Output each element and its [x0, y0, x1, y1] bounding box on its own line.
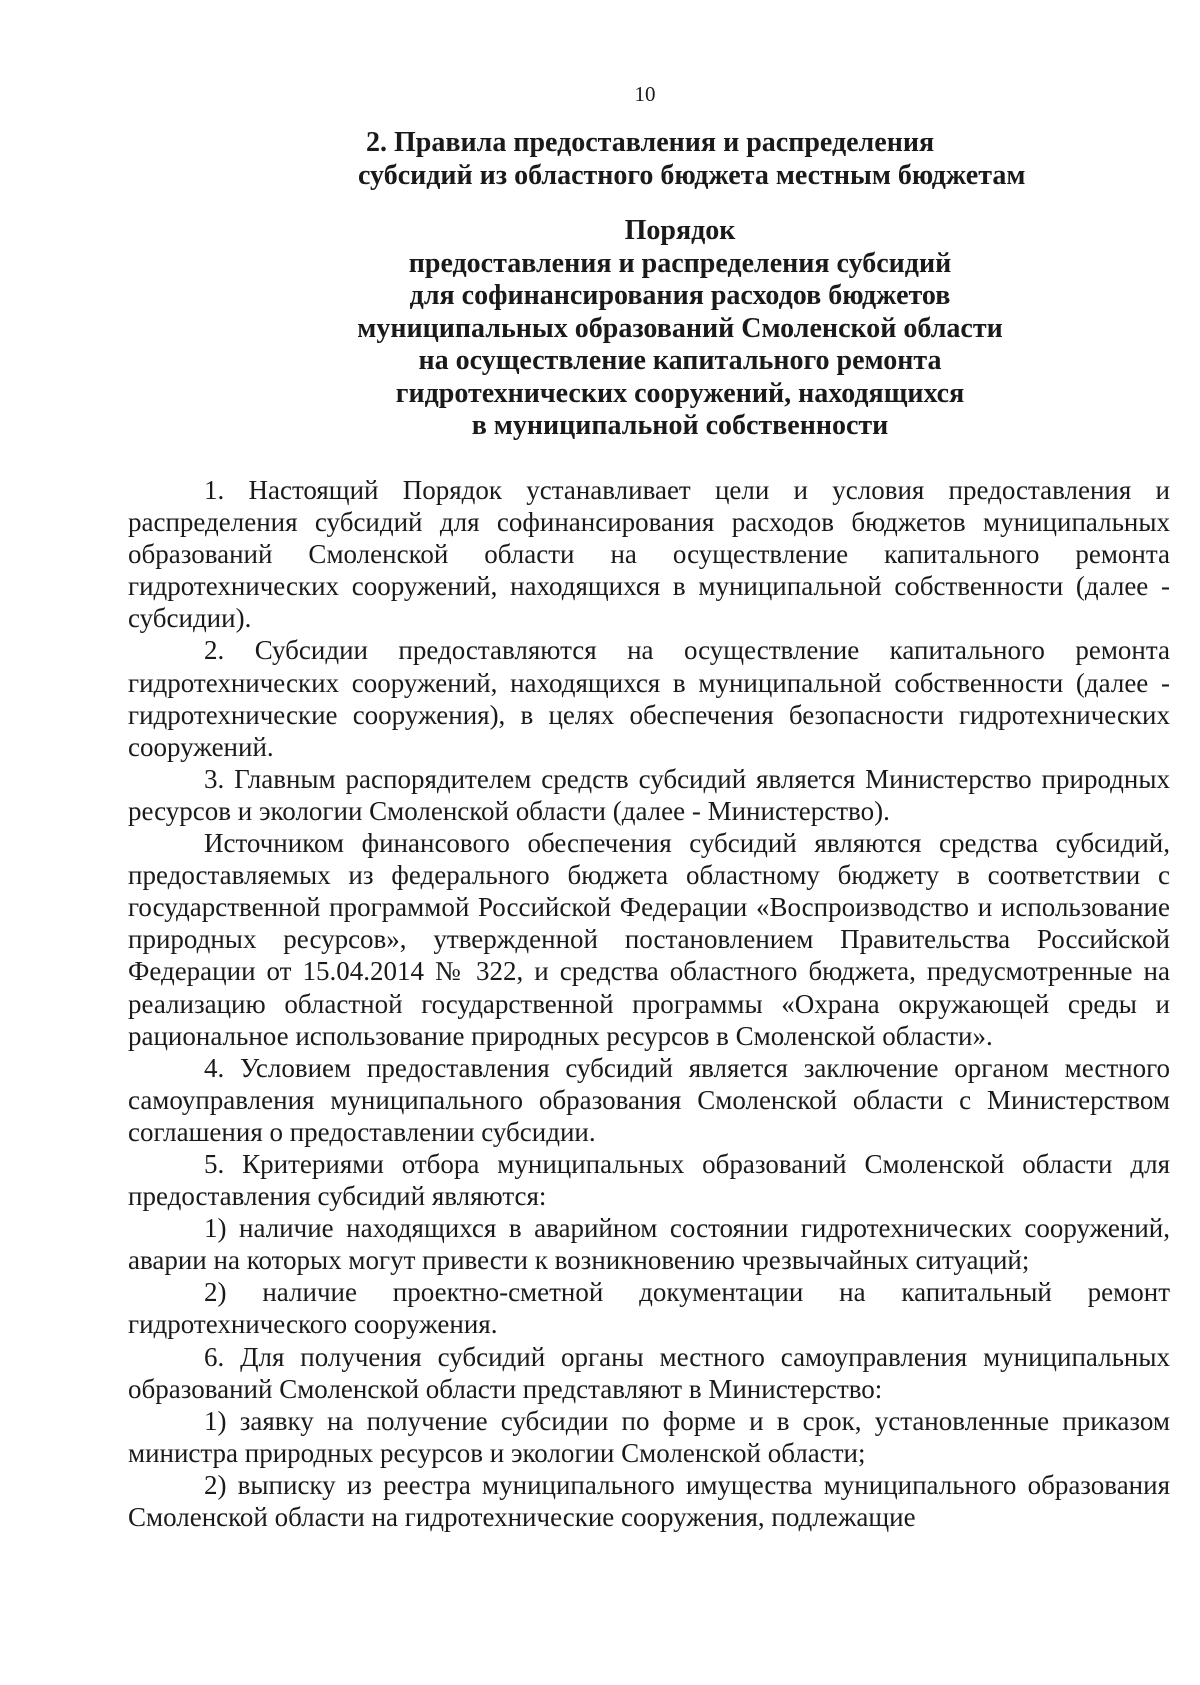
- page-number: 10: [634, 82, 656, 106]
- order-heading-line: муниципальных образований Смоленской области: [357, 312, 1003, 344]
- order-heading-line: гидротехнических сооружений, находящихся: [395, 377, 965, 409]
- order-heading-line: в муниципальной собственности: [471, 410, 889, 441]
- section-heading-line-1: 2. Правила предоставления и распределения: [366, 127, 935, 158]
- order-heading-line: для софинансирования расходов бюджетов: [409, 280, 951, 311]
- document-body: [128, 474, 1170, 1533]
- order-heading-line: предоставления и распределения субсидий: [408, 247, 952, 279]
- paragraph-2: 2. Субсидии предоставляются на осуществление капитального ремонта гидротехнических сооружений, находящихся в муниципальной собственности (далее - гидротехнические сооружения), в целях обеспечения безопасности гидротехнических сооружений.: [128, 635, 1170, 762]
- paragraph-3: 3. Главным распорядителем средств субсидий является Министерство природных ресурсов и экологии Смоленской области (далее - Министерство).: [128, 763, 1170, 826]
- paragraph-6: 6. Для получения субсидий органы местного самоуправления муниципальных образований Смоленской области представляют в Министерство:: [128, 1341, 1170, 1404]
- paragraph-6-item-1: 1) заявку на получение субсидии по форме и в срок, установленные приказом министра природных ресурсов и экологии Смоленской области;: [128, 1405, 1170, 1468]
- paragraph-5: 5. Критериями отбора муниципальных образований Смоленской области для предоставления субсидий являются:: [128, 1148, 1170, 1212]
- paragraph-5-item-2: 2) наличие проектно-сметной документации на капитальный ремонт гидротехнического сооружения.: [128, 1277, 1170, 1340]
- paragraph-1: 1. Настоящий Порядок устанавливает цели и условия предоставления и распределения субсидий для софинансирования расходов бюджетов муниципальных образований Смоленской области на осуществление капитального ремонта гидротехнических сооружений, находящихся в муниципальной собственности (далее - субсидии).: [128, 475, 1170, 634]
- paragraph-4: 4. Условием предоставления субсидий является заключение органом местного самоуправления муниципального образования Смоленской области с Министерством соглашения о предоставлении субсидии.: [128, 1052, 1170, 1147]
- order-heading-line: на осуществление капитального ремонта: [418, 345, 942, 376]
- paragraph-6-item-2: 2) выписку из реестра муниципального имущества муниципального образования Смоленской области на гидротехнические сооружения, подлежащие: [128, 1469, 1170, 1532]
- section-heading-line-2: субсидий из областного бюджета местным бюджетам: [358, 160, 1026, 191]
- section-heading: [358, 126, 1026, 192]
- paragraph-funding-source: Источником финансового обеспечения субсидий являются средства субсидий, предоставляемых из федерального бюджета областному бюджету в соответствии с государственной программой Российской Федерации «Воспроизводство и использование природных ресурсов», утвержденной постановлением Правительства Российской Федерации от 15.04.2014 № 322, и средства областного бюджета, предусмотренные на реализацию областной государственной программы «Охрана окружающей среды и рациональное использование природных ресурсов в Смоленской области».: [128, 828, 1170, 1051]
- order-heading-line: Порядок: [624, 215, 736, 246]
- paragraph-5-item-1: 1) наличие находящихся в аварийном состоянии гидротехнических сооружений, аварии на которых могут привести к возникновению чрезвычайных ситуаций;: [128, 1213, 1170, 1276]
- order-heading: [300, 215, 1060, 443]
